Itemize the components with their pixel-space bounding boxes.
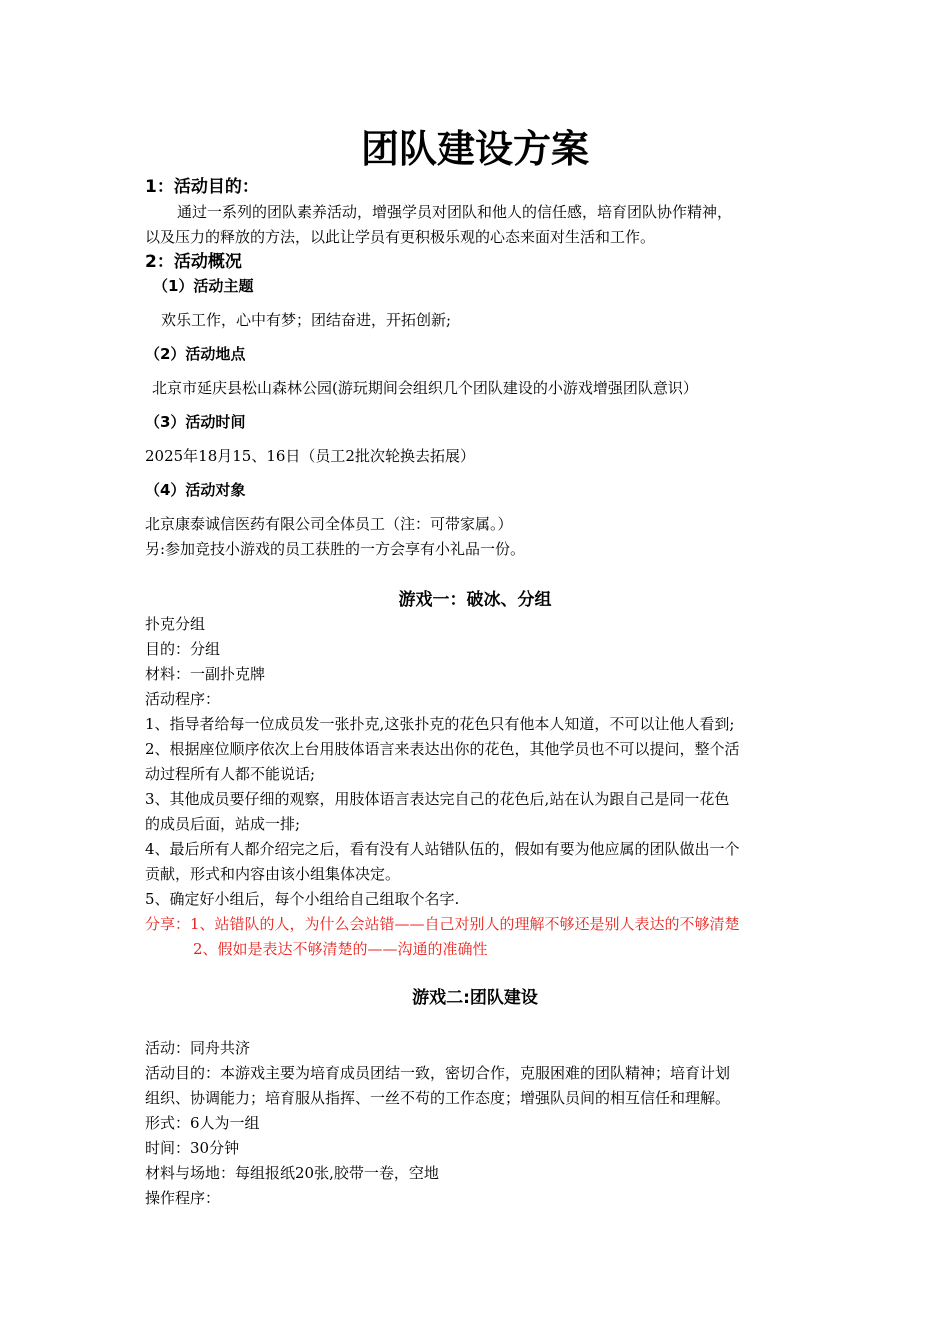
game2-line: 活动：同舟共济 — [145, 1039, 251, 1057]
game1-line: 3、其他成员要仔细的观察，用肢体语言表达完自己的花色后,站在认为跟自己是同一花色 — [145, 790, 730, 808]
game1-line: 贡献，形式和内容由该小组集体决定。 — [145, 865, 401, 883]
target-text-2: 另:参加竞技小游戏的员工获胜的一方会享有小礼品一份。 — [145, 540, 526, 558]
subheading-place: （2）活动地点 — [145, 345, 246, 363]
section-heading-overview: 2：活动概况 — [145, 252, 242, 272]
subheading-time: （3）活动时间 — [145, 413, 246, 431]
theme-text: 欢乐工作，心中有梦；团结奋进，开拓创新; — [161, 311, 452, 329]
game1-line: 5、确定好小组后，每个小组给自己组取个名字. — [145, 890, 460, 908]
game1-line: 扑克分组 — [145, 615, 206, 633]
subheading-target: （4）活动对象 — [145, 481, 246, 499]
game1-line: 的成员后面，站成一排; — [145, 815, 301, 833]
game1-line: 2、根据座位顺序依次上台用肢体语言来表达出你的花色，其他学员也不可以提问，整个活 — [145, 740, 740, 758]
game1-share-line-1: 分享：1、站错队的人，为什么会站错——自己对别人的理解不够还是别人表达的不够清楚 — [145, 915, 740, 933]
game2-line: 形式：6人为一组 — [145, 1114, 260, 1132]
game1-line: 4、最后所有人都介绍完之后，看有没有人站错队伍的，假如有要为他应属的团队做出一个 — [145, 840, 740, 858]
game2-line: 时间：30分钟 — [145, 1139, 240, 1157]
game1-line: 目的：分组 — [145, 640, 221, 658]
game2-line: 活动目的：本游戏主要为培育成员团结一致，密切合作，克服困难的团队精神；培育计划 — [145, 1064, 731, 1082]
target-text-1: 北京康泰诚信医药有限公司全体员工（注：可带家属。） — [145, 515, 513, 533]
game1-line: 材料：一副扑克牌 — [145, 665, 266, 683]
place-text: 北京市延庆县松山森林公园(游玩期间会组织几个团队建设的小游戏增强团队意识） — [152, 379, 698, 397]
game1-line: 动过程所有人都不能说话; — [145, 765, 316, 783]
section-heading-purpose: 1：活动目的： — [145, 177, 259, 197]
subheading-theme: （1）活动主题 — [153, 277, 254, 295]
purpose-line-1: 通过一系列的团队素养活动，增强学员对团队和他人的信任感，培育团队协作精神， — [177, 203, 733, 221]
purpose-line-2: 以及压力的释放的方法，以此让学员有更积极乐观的心态来面对生活和工作。 — [145, 228, 656, 246]
game1-share-line-2: 2、假如是表达不够清楚的——沟通的准确性 — [193, 940, 488, 958]
game1-line: 活动程序： — [145, 690, 221, 708]
game2-line: 材料与场地：每组报纸20张,胶带一卷，空地 — [145, 1164, 439, 1182]
game2-heading: 游戏二:团队建设 — [412, 988, 538, 1008]
time-text: 2025年18月15、16日（员工2批次轮换去拓展） — [145, 447, 475, 465]
game2-line: 组织、协调能力；培育服从指挥、一丝不苟的工作态度；增强队员间的相互信任和理解。 — [145, 1089, 731, 1107]
game1-heading: 游戏一：破冰、分组 — [398, 590, 552, 610]
game1-line: 1、指导者给每一位成员发一张扑克,这张扑克的花色只有他本人知道，不可以让他人看到; — [145, 715, 735, 733]
game2-line: 操作程序： — [145, 1189, 221, 1207]
page-title: 团队建设方案 — [360, 127, 589, 171]
